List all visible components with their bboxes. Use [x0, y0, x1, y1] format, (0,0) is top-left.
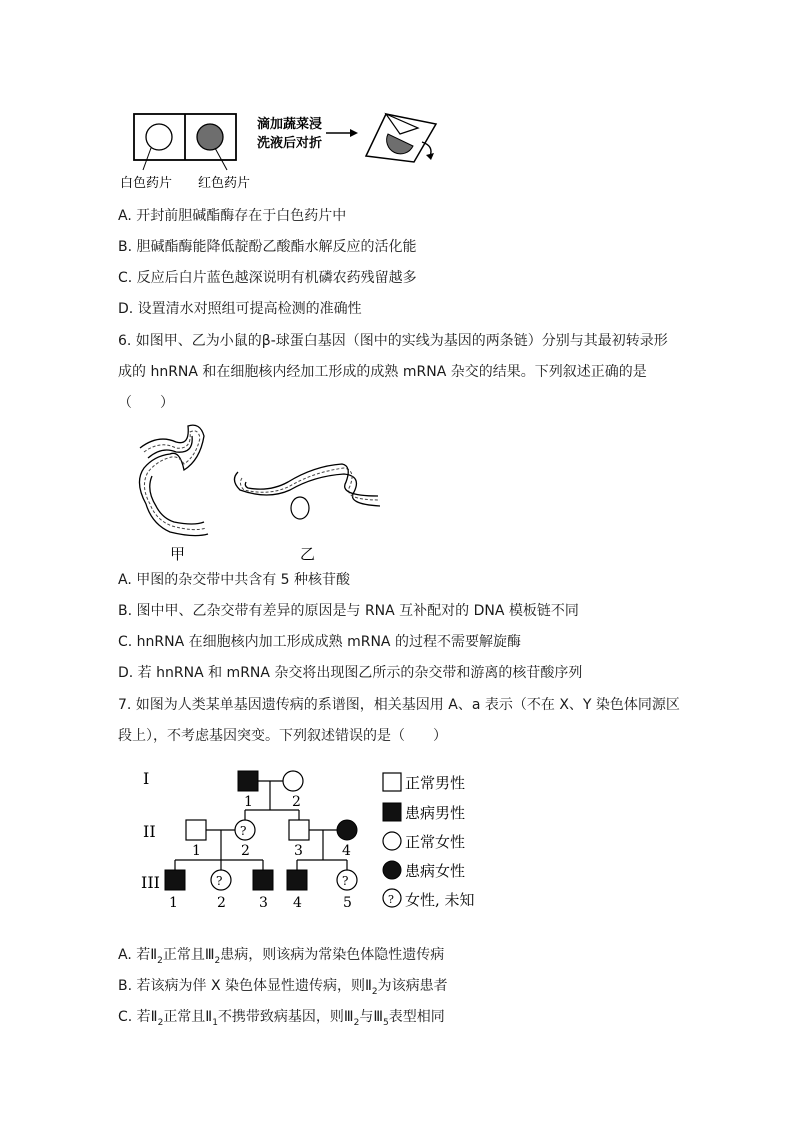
- svg-text:?: ?: [342, 874, 349, 888]
- svg-text:4: 4: [293, 895, 302, 911]
- q5-option-b: B. 胆碱酯酶能降低靛酚乙酸酯水解反应的活化能: [118, 239, 417, 255]
- q6-option-d: D. 若 hnRNA 和 mRNA 杂交将出现图乙所示的杂交带和游离的核苷酸序列: [118, 665, 583, 681]
- II-1-normal-male: [186, 820, 206, 840]
- svg-text:患病女性: 患病女性: [405, 862, 466, 880]
- svg-text:1: 1: [192, 843, 201, 859]
- hybridization-figure: [118, 420, 398, 565]
- q6-stem-1: 6. 如图甲、乙为小鼠的β-球蛋白基因（图中的实线为基因的两条链）分别与其最初转录形: [118, 333, 668, 349]
- svg-text:5: 5: [343, 895, 352, 911]
- svg-text:正常男性: 正常男性: [405, 774, 466, 792]
- q6-stem-3: （ ）: [118, 395, 174, 411]
- svg-text:?: ?: [388, 893, 394, 906]
- svg-text:1: 1: [244, 794, 253, 810]
- red-tablet: [197, 124, 223, 150]
- tablet-test-figure: [118, 108, 448, 198]
- svg-text:1: 1: [169, 895, 178, 911]
- q6-option-b: B. 图中甲、乙杂交带有差异的原因是与 RNA 互补配对的 DNA 模板链不同: [118, 603, 579, 619]
- arrow-text-1: 滴加蔬菜浸: [257, 117, 323, 132]
- svg-text:4: 4: [342, 843, 351, 859]
- free-loop: [291, 497, 309, 519]
- svg-text:?: ?: [216, 874, 223, 888]
- label-yi: 乙: [300, 545, 316, 563]
- white-tablet: [146, 124, 172, 150]
- III-1-affected-male: [165, 870, 185, 890]
- q7-option-c: C. 若$Ⅱ_2$正常且$Ⅱ_1$不携带致病基因，则$Ⅲ_2$与$Ⅲ_5$表型相同: [118, 1009, 445, 1028]
- III-3-affected-male: [253, 870, 273, 890]
- svg-text:?: ?: [240, 824, 247, 838]
- label-red-tablet: 红色药片: [198, 176, 251, 191]
- pedigree-chart: [135, 762, 495, 912]
- q6-stem-2: 成的 hnRNA 和在细胞核内经加工形成的成熟 mRNA 杂交的结果。下列叙述正确的是: [118, 364, 647, 380]
- II-3-normal-male: [289, 820, 309, 840]
- q7-option-b: B. 若该病为伴 X 染色体显性遗传病，则$Ⅱ_2$为该病患者: [118, 978, 448, 997]
- svg-text:2: 2: [241, 843, 250, 859]
- q6-option-c: C. hnRNA 在细胞核内加工形成成熟 mRNA 的过程不需要解旋酶: [118, 634, 521, 650]
- q5-option-d: D. 设置清水对照组可提高检测的准确性: [118, 301, 362, 317]
- I-2-normal-female: [283, 771, 303, 791]
- svg-text:患病男性: 患病男性: [405, 804, 466, 822]
- svg-text:正常女性: 正常女性: [405, 833, 466, 851]
- pedigree-legend: [383, 773, 475, 909]
- arrow-text-2: 洗液后对折: [257, 136, 323, 151]
- svg-text:3: 3: [294, 843, 303, 859]
- gen-label-3: III: [141, 873, 160, 892]
- hybrid-jia: [139, 425, 208, 535]
- q7-option-a: A. 若$Ⅱ_2$正常且$Ⅲ_2$患病，则该病为常染色体隐性遗传病: [118, 947, 445, 966]
- svg-text:3: 3: [259, 895, 268, 911]
- label-white-tablet: 白色药片: [120, 176, 173, 191]
- gen-label-1: I: [143, 769, 150, 788]
- label-jia: 甲: [170, 545, 186, 563]
- I-1-affected-male: [238, 771, 258, 791]
- q7-stem-2: 段上），不考虑基因突变。下列叙述错误的是（ ）: [118, 728, 447, 744]
- III-4-affected-male: [287, 870, 307, 890]
- svg-text:2: 2: [217, 895, 226, 911]
- II-4-affected-female: [337, 820, 357, 840]
- q5-option-a: A. 开封前胆碱酯酶存在于白色药片中: [118, 208, 347, 224]
- svg-text:女性, 未知: 女性, 未知: [405, 891, 475, 909]
- q6-option-a: A. 甲图的杂交带中共含有 5 种核苷酸: [118, 572, 351, 588]
- gen-label-2: II: [143, 822, 156, 841]
- q7-stem-1: 7. 如图为人类某单基因遗传病的系谱图，相关基因用 A、a 表示（不在 X、Y 染色体同源区: [118, 697, 680, 713]
- hybrid-yi: [234, 464, 380, 519]
- svg-text:2: 2: [292, 794, 301, 810]
- q5-option-c: C. 反应后白片蓝色越深说明有机磷农药残留越多: [118, 270, 417, 286]
